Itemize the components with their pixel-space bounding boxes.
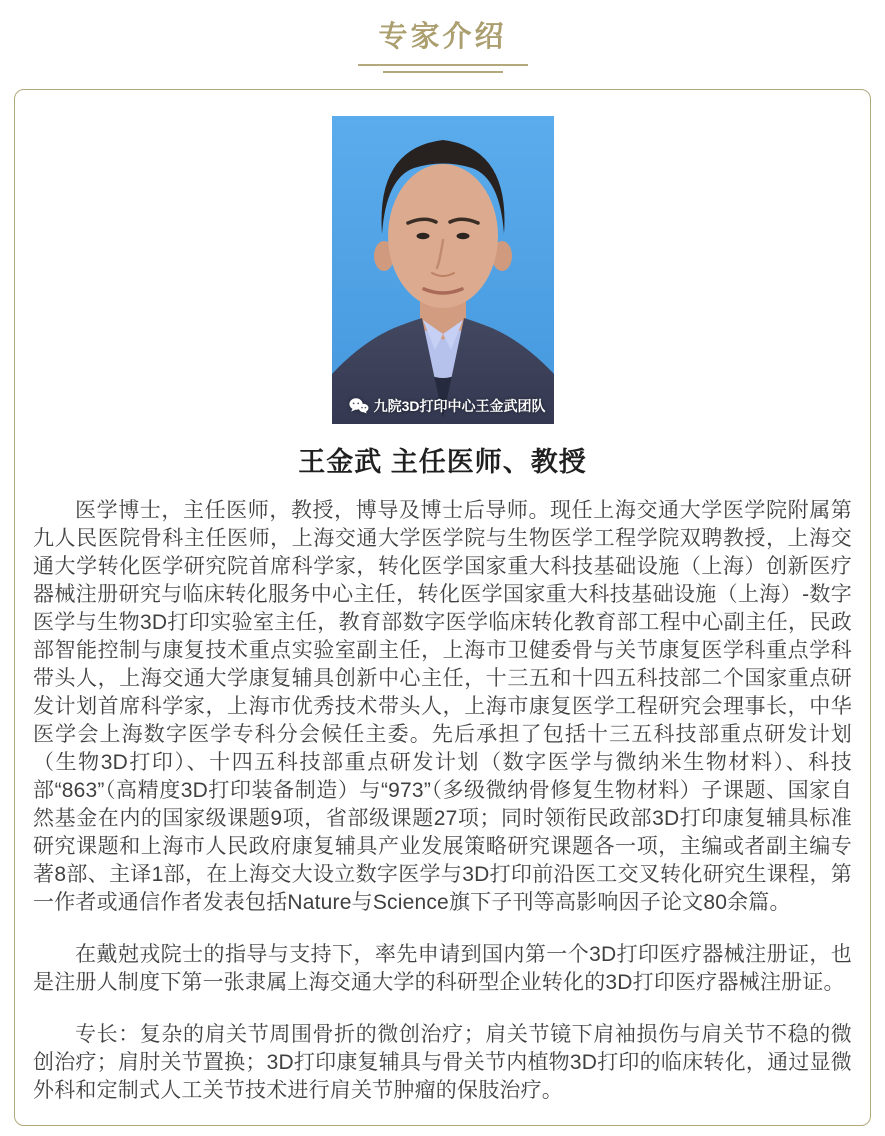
portrait-illustration [332, 116, 554, 424]
title-underline-long [358, 64, 528, 66]
section-header [0, 0, 885, 73]
page-title: 专家介绍 [378, 21, 507, 53]
expert-portrait-photo [332, 116, 554, 424]
photo-watermark-text: 九院3D打印中心王金武团队 [373, 397, 546, 414]
bio-paragraph-2: 在戴尅戎院士的指导与支持下，率先申请到国内第一个3D打印医疗器械注册证，也是注册人制度下第一张隶属上海交通大学的科研型企业转化的3D打印医疗器械注册证。 [33, 942, 852, 994]
title-underline-short [383, 71, 503, 73]
bio-paragraph-3: 专长：复杂的肩关节周围骨折的微创治疗；肩关节镜下肩袖损伤与肩关节不稳的微创治疗；肩肘关节置换；3D打印康复辅具与骨关节内植物3D打印的临床转化，通过显微外科和定制式人工关节技术进行肩关节肿瘤的保肢治疗。 [33, 1022, 852, 1102]
bio-paragraph-1: 医学博士，主任医师，教授，博导及博士后导师。现任上海交通大学医学院附属第九人民医院骨科主任医师，上海交通大学医学院与生物医学工程学院双聘教授，上海交通大学转化医学研究院首席科学家，转化医学国家重大科技基础设施（上海）创新医疗器械注册研究与临床转化服务中心主任，转化医学国家重大科技基础设施（上海）-数字医学与生物3D打印实验室主任，教育部数字医学临床转化教育部工程中心副主任，民政部智能控制与康复技术重点实验室副主任，上海市卫健委骨与关节康复医学科重点学科带头人，上海交通大学康复辅具创新中心主任，十三五和十四五科技部二个国家重点研发计划首席科学家，上海市优秀技术带头人，上海市康复医学工程研究会理事长，中华医学会上海数字医学专科分会候任主委。先后承担了包括十三五科技部重点研发计划（生物3D打印）、十四五科技部重点研发计划（数字医学与微纳米生物材料）、科技部“863”（高精度3D打印装备制造）与“973”（多级微纳骨修复生物材料）子课题、国家自然基金在内的国家级课题9项，省部级课题27项；同时领衔民政部3D打印康复辅具标准研究课题和上海市人民政府康复辅具产业发展策略研究课题各一项，主编或者副主编专著8部、主译1部，在上海交大设立数字医学与3D打印前沿医工交叉转化研究生课程，第一作者或通信作者发表包括Nature与Science旗下子刊等高影响因子论文80余篇。 [33, 498, 852, 914]
photo-watermark [349, 396, 546, 416]
expert-name: 王金武 主任医师、教授 [298, 446, 587, 477]
bio-section [33, 497, 852, 1105]
chat-bubbles-icon [349, 398, 369, 414]
expert-card [14, 89, 871, 1126]
